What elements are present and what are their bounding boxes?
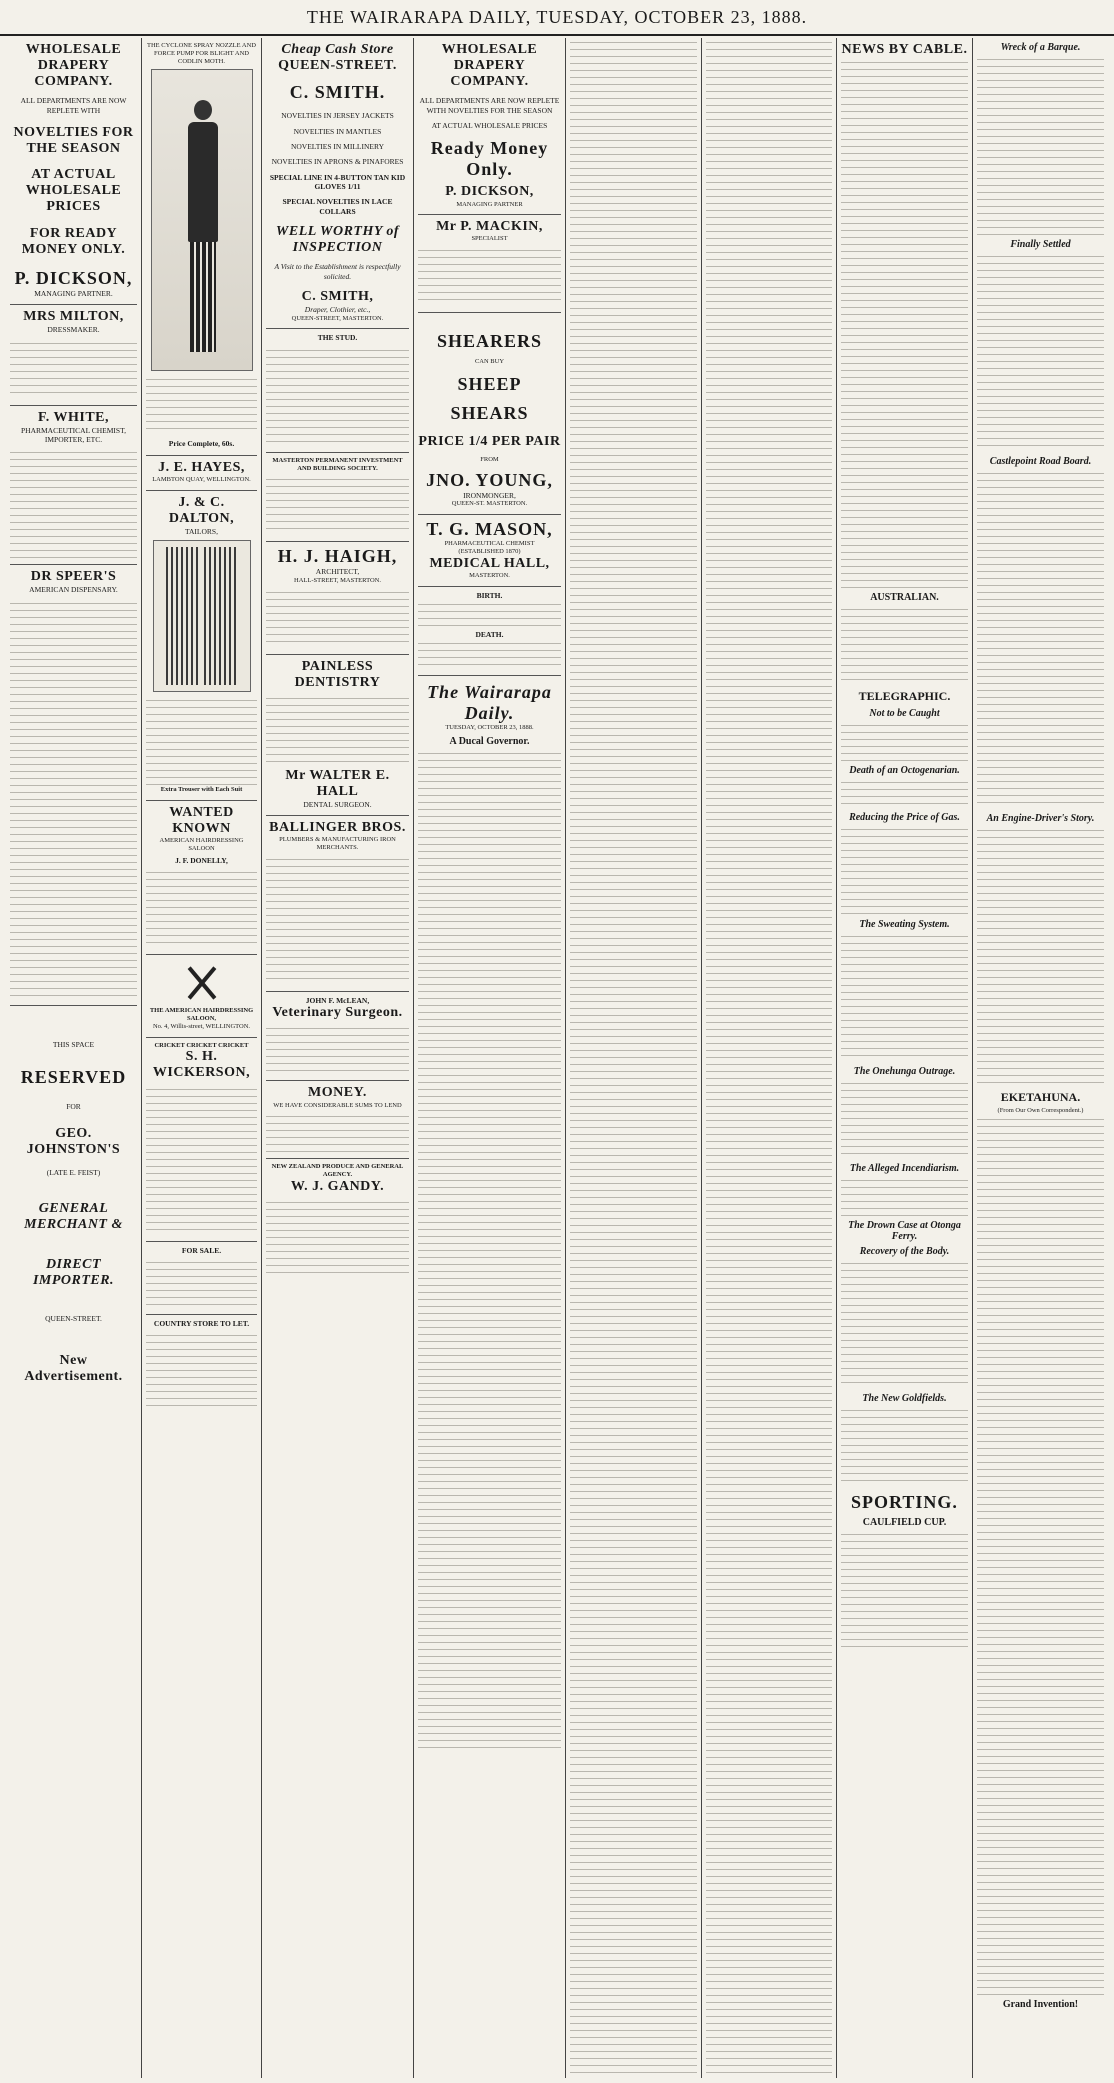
shears-from: FROM xyxy=(480,456,499,464)
cable-text xyxy=(841,58,968,588)
trouser-illustration xyxy=(153,540,251,692)
cyclone-illustration xyxy=(151,69,253,371)
shears-name: JNO. YOUNG, xyxy=(426,469,553,490)
cash-store-head: Cheap Cash Store xyxy=(281,42,394,57)
goldfields-head: The New Goldfields. xyxy=(862,1393,947,1405)
paper-title: The Wairarapa Daily. xyxy=(427,682,552,724)
columns xyxy=(6,38,1108,2078)
cash-store-name: C. SMITH. xyxy=(289,82,386,103)
ballinger-text xyxy=(266,855,409,985)
ekete-sub: (From Our Own Correspondent.) xyxy=(997,1107,1084,1114)
hairdress-ad xyxy=(146,955,257,1037)
country-store-ad xyxy=(146,1315,257,1417)
stud-head: THE STUD. xyxy=(317,333,358,343)
sweating-head: The Sweating System. xyxy=(859,919,950,931)
wanted-sub: AMERICAN HAIRDRESSING SALOON xyxy=(159,837,244,852)
gandy-head: NEW ZEALAND PRODUCE AND GENERAL AGENCY. xyxy=(271,1163,404,1179)
haigh-ad xyxy=(266,542,409,654)
mclean-ad xyxy=(266,992,409,1081)
haigh-addr: HALL-STREET, MASTERTON. xyxy=(294,576,381,584)
mclean-name: JOHN F. McLEAN, xyxy=(305,995,370,1005)
australian-head: AUSTRALIAN. xyxy=(870,592,939,604)
reserved-l5: (LATE E. FEIST) xyxy=(46,1167,101,1177)
paper-date: TUESDAY, OCTOBER 23, 1888. xyxy=(445,724,534,732)
dickson-line4: FOR READY MONEY ONLY. xyxy=(21,225,126,257)
column-8 xyxy=(973,38,1108,2078)
smith-trade: Draper, Clothier, etc., xyxy=(304,305,371,315)
drown-head: The Drown Case at Otonga Ferry. xyxy=(848,1220,961,1243)
cable-head: NEWS BY CABLE. xyxy=(841,42,968,57)
speer-ad xyxy=(10,565,137,1005)
sale-head: FOR SALE. xyxy=(181,1245,222,1255)
smith-name: C. SMITH, xyxy=(301,289,374,305)
birth-text xyxy=(418,600,561,630)
barque-text xyxy=(977,55,1104,235)
births-deaths xyxy=(418,587,561,677)
engine-head: An Engine-Driver's Story. xyxy=(986,813,1095,824)
onehunga-text xyxy=(841,1079,968,1159)
speer-text xyxy=(10,599,137,999)
dickson-head: WHOLESALE DRAPERY COMPANY. xyxy=(25,42,122,90)
caught-head: Not to be Caught xyxy=(869,708,940,720)
sale-ad xyxy=(146,1242,257,1315)
dickson-role: MANAGING PARTNER. xyxy=(34,288,113,298)
telegraphic-head: TELEGRAPHIC. xyxy=(858,689,951,704)
mason-name: T. G. MASON, xyxy=(426,519,553,540)
onehunga-head: The Onehunga Outrage. xyxy=(853,1066,956,1078)
figure-legs-icon xyxy=(190,242,216,352)
money-text xyxy=(266,1112,409,1152)
recovery-text xyxy=(841,1259,968,1389)
inspection-line: WELL WORTHY of INSPECTION xyxy=(275,224,400,256)
painless-text xyxy=(266,694,409,764)
octo-head: Death of an Octogenarian. xyxy=(849,765,960,777)
sporting-head: SPORTING. xyxy=(851,1492,958,1513)
hayes-name: J. E. HAYES, xyxy=(158,459,245,475)
dalton-ad xyxy=(146,491,257,801)
birth-head: BIRTH. xyxy=(476,590,503,600)
money-ad xyxy=(266,1081,409,1159)
settled-text xyxy=(977,252,1104,452)
death-head: DEATH. xyxy=(475,629,504,639)
incendiarism-head: The Alleged Incendiarism. xyxy=(849,1163,960,1175)
reserved-l3: FOR xyxy=(66,1102,81,1112)
wanted-text xyxy=(146,868,257,948)
speer-sub: AMERICAN DISPENSARY. xyxy=(29,585,118,595)
dalton-side-text: Extra Trouser with Each Suit xyxy=(160,786,243,794)
barque-head: Wreck of a Barque. xyxy=(1000,42,1081,53)
gandy-name: W. J. GANDY. xyxy=(290,1178,385,1194)
wickerson-ad xyxy=(146,1038,257,1242)
goldfields-text xyxy=(841,1406,968,1486)
wanted-ad xyxy=(146,801,257,955)
column-7 xyxy=(837,38,973,2078)
painless-head: PAINLESS DENTISTRY xyxy=(294,658,381,690)
stud-ad xyxy=(266,329,409,452)
ballinger-name: BALLINGER BROS. xyxy=(269,820,406,836)
hayes-addr: LAMBTON QUAY, WELLINGTON. xyxy=(152,475,251,483)
stud-text xyxy=(266,346,409,446)
milton-trade: DRESSMAKER. xyxy=(47,325,100,335)
sporting-text xyxy=(841,1530,968,1650)
column-5-text xyxy=(570,38,697,2078)
mason-est: (ESTABLISHED 1870) xyxy=(458,547,521,555)
haigh-trade: ARCHITECT, xyxy=(315,567,360,577)
white-text xyxy=(10,448,137,558)
mason-hall: MEDICAL HALL, xyxy=(429,555,550,571)
australian-text xyxy=(841,605,968,685)
death-text xyxy=(418,639,561,669)
mclean-text xyxy=(266,1024,409,1074)
novelty-item: NOVELTIES IN MILLINERY xyxy=(290,141,385,151)
wholesale2-head: WHOLESALE DRAPERY COMPANY. xyxy=(441,42,538,90)
milton-text xyxy=(10,339,137,399)
sporting-sub: CAULFIELD CUP. xyxy=(862,1517,947,1529)
cyclone-text xyxy=(146,375,257,435)
mason-trade: PHARMACEUTICAL CHEMIST xyxy=(444,540,535,548)
ballinger-trade: PLUMBERS & MANUFACTURING IRON MERCHANTS. xyxy=(279,836,396,852)
building-text xyxy=(266,475,409,535)
sale-text xyxy=(146,1258,257,1308)
shears-l3: SHEEP xyxy=(457,373,522,394)
country-head: COUNTRY STORE TO LET. xyxy=(153,1318,250,1328)
novelty-item: NOVELTIES IN MANTLES xyxy=(293,126,382,136)
novelty-item: NOVELTIES IN JERSEY JACKETS xyxy=(281,111,394,121)
mackin-ad xyxy=(418,215,561,313)
hairdress-name: THE AMERICAN HAIRDRESSING SALOON, xyxy=(149,1007,254,1022)
novelty-item: NOVELTIES IN APRONS & PINAFORES xyxy=(271,157,404,167)
reserved-l7: DIRECT IMPORTER. xyxy=(32,1257,115,1289)
hall-trade: DENTAL SURGEON. xyxy=(303,799,372,809)
cash-store-street: QUEEN-STREET. xyxy=(278,58,397,74)
novelty-item: SPECIAL LINE IN 4-BUTTON TAN KID GLOVES 1/11 xyxy=(269,172,406,192)
haigh-text xyxy=(266,588,409,648)
wholesale2-prices: AT ACTUAL WHOLESALE PRICES xyxy=(431,121,548,131)
dalton-price-list xyxy=(146,696,257,786)
gas-text xyxy=(841,825,968,915)
masthead-title: THE WAIRARAPA DAILY, TUESDAY, OCTOBER 23, 1888. xyxy=(0,0,1114,36)
column-1 xyxy=(6,38,142,2078)
cyclone-ad xyxy=(146,38,257,456)
building-ad xyxy=(266,453,409,543)
mason-addr: MASTERTON. xyxy=(469,571,510,579)
reserved-ad xyxy=(10,1006,137,1391)
wholesale2-name: P. DICKSON, xyxy=(445,184,534,200)
reserved-l9: New Advertisement. xyxy=(24,1352,123,1384)
reserved-l8: QUEEN-STREET. xyxy=(45,1313,102,1323)
mackin-trade: SPECIALIST xyxy=(471,235,508,243)
wholesale2-line: ALL DEPARTMENTS ARE NOW REPLETE WITH NOVELTIES FOR THE SEASON xyxy=(419,96,560,115)
reserved-l6: GENERAL MERCHANT & xyxy=(24,1201,123,1233)
gandy-ad xyxy=(266,1159,409,1284)
castlepoint-text xyxy=(977,469,1104,809)
ekete-head: EKETAHUNA. xyxy=(1000,1090,1081,1104)
cash-store-ad xyxy=(266,38,409,329)
dickson-ad xyxy=(10,38,137,305)
milton-ad xyxy=(10,305,137,405)
sweating-text xyxy=(841,932,968,1062)
reserved-l2: RESERVED xyxy=(20,1067,127,1088)
smith-addr: QUEEN-STREET, MASTERTON. xyxy=(291,314,384,322)
trouser-leg-icon xyxy=(166,547,200,685)
novelty-item: SPECIAL NOVELTIES IN LACE COLLARS xyxy=(282,197,393,216)
castlepoint-head: Castlepoint Road Board. xyxy=(989,456,1092,467)
settled-head: Finally Settled xyxy=(1010,239,1071,250)
recovery-head: Recovery of the Body. xyxy=(859,1246,950,1258)
hayes-ad xyxy=(146,456,257,491)
engine-text xyxy=(977,826,1104,1086)
hairdress-addr: No. 4, Willis-street, WELLINGTON. xyxy=(152,1022,251,1030)
mclean-trade: Veterinary Surgeon. xyxy=(272,1005,403,1021)
scissors-icon xyxy=(182,963,222,1003)
caught-text xyxy=(841,721,968,761)
column-3 xyxy=(262,38,414,2078)
mackin-text xyxy=(418,246,561,306)
ekete-text xyxy=(977,1115,1104,1995)
incendiarism-text xyxy=(841,1176,968,1216)
painless-ad xyxy=(266,655,409,817)
shears-l2: CAN BUY xyxy=(474,358,505,366)
shears-addr: QUEEN-ST. MASTERTON. xyxy=(451,500,528,508)
editorial xyxy=(418,682,561,1749)
wickerson-name: S. H. WICKERSON, xyxy=(152,1049,251,1081)
shears-l1: SHEARERS xyxy=(436,331,543,352)
dalton-name: J. & C. DALTON, xyxy=(168,494,235,526)
money-head: MONEY. xyxy=(308,1085,367,1101)
wanted-name: J. F. DONELLY, xyxy=(175,855,228,865)
column-6-text xyxy=(706,38,832,2078)
grand-head: Grand Invention! xyxy=(1002,1998,1079,2010)
white-name: F. WHITE, xyxy=(37,409,110,425)
wholesale-ad-2 xyxy=(418,38,561,215)
shears-ad xyxy=(418,313,561,515)
dalton-trade: TAILORS, xyxy=(185,526,218,536)
figure-body-icon xyxy=(188,122,218,242)
money-sub: WE HAVE CONSIDERABLE SUMS TO LEND xyxy=(273,1101,402,1109)
shears-trade: IRONMONGER, xyxy=(463,490,516,500)
editorial-head: A Ducal Governor. xyxy=(449,736,530,748)
column-4 xyxy=(414,38,566,2078)
shears-l4: SHEARS xyxy=(450,402,529,423)
wholesale2-ready: Ready Money Only. xyxy=(430,138,549,180)
milton-name: MRS MILTON, xyxy=(23,309,124,325)
haigh-name: H. J. HAIGH, xyxy=(277,546,398,567)
wanted-head: WANTED KNOWN xyxy=(169,805,234,837)
reserved-l1: THIS SPACE xyxy=(52,1039,95,1049)
column-5 xyxy=(566,38,702,2078)
mason-ad xyxy=(418,515,561,586)
wickerson-text xyxy=(146,1085,257,1235)
wickerson-head: CRICKET CRICKET CRICKET xyxy=(154,1041,249,1049)
building-head: MASTERTON PERMANENT INVESTMENT AND BUILDING SOCIETY. xyxy=(272,456,403,472)
white-trade: PHARMACEUTICAL CHEMIST, IMPORTER, ETC. xyxy=(20,425,126,444)
ballinger-ad xyxy=(266,816,409,992)
gas-head: Reducing the Price of Gas. xyxy=(849,812,960,824)
wholesale2-role: MANAGING PARTNER xyxy=(456,200,523,208)
figure-head-icon xyxy=(194,100,212,120)
column-2 xyxy=(142,38,262,2078)
octo-text xyxy=(841,778,968,808)
hall-name: Mr WALTER E. HALL xyxy=(285,767,390,799)
dickson-line3: AT ACTUAL WHOLESALE PRICES xyxy=(25,167,122,215)
trouser-leg-icon xyxy=(204,547,238,685)
mackin-name: Mr P. MACKIN, xyxy=(436,219,543,235)
dickson-line2: NOVELTIES FOR THE SEASON xyxy=(13,125,134,157)
reserved-l4: GEO. JOHNSTON'S xyxy=(26,1125,121,1157)
white-ad xyxy=(10,406,137,566)
shears-price: PRICE 1/4 PER PAIR xyxy=(418,433,561,449)
visit-line: A Visit to the Establishment is respectfully solicited. xyxy=(274,262,401,281)
column-6 xyxy=(702,38,837,2078)
editorial-text xyxy=(418,749,561,1749)
country-text xyxy=(146,1331,257,1411)
speer-name: DR SPEER'S xyxy=(30,569,117,585)
gandy-text xyxy=(266,1198,409,1278)
dickson-line1: ALL DEPARTMENTS ARE NOW REPLETE WITH xyxy=(20,96,127,115)
cyclone-head: THE CYCLONE SPRAY NOZZLE AND FORCE PUMP FOR BLIGHT AND CODLIN MOTH. xyxy=(147,42,256,65)
dickson-name: P. DICKSON, xyxy=(14,267,133,288)
cyclone-price: Price Complete, 60s. xyxy=(168,439,235,449)
